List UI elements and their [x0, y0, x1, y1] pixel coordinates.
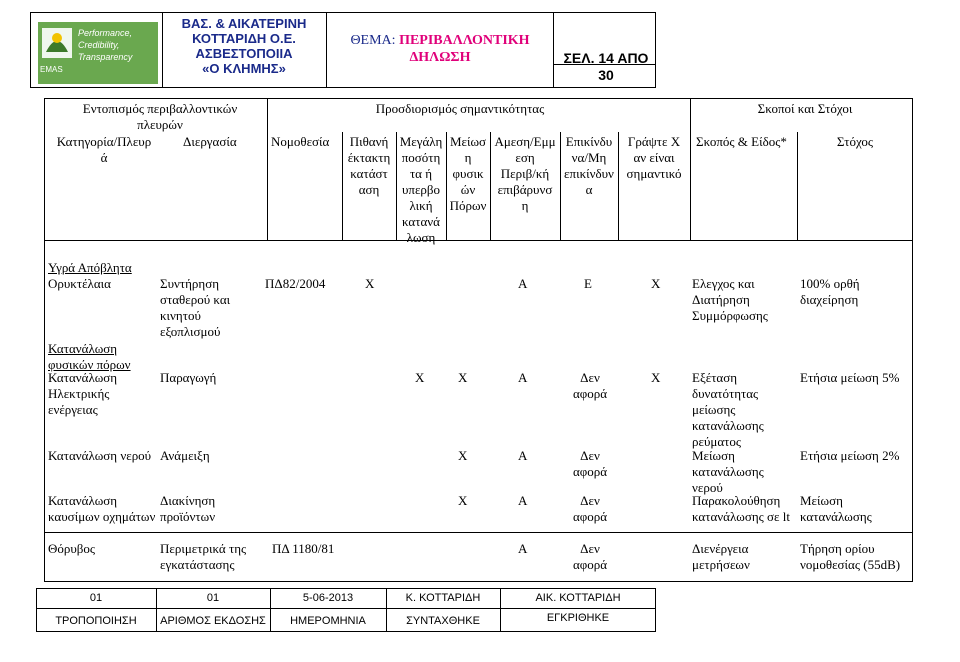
electricity-process: Παραγωγή	[160, 370, 217, 385]
page-underline	[553, 64, 656, 65]
theme-value-2: ΔΗΛΩΣΗ	[409, 50, 471, 65]
oil-direct: Α	[518, 276, 528, 291]
oil-significant-mark: Χ	[651, 276, 661, 291]
noise-process: Περιμετρικά της εγκατάστασης	[160, 541, 247, 572]
group-significance: Προσδιορισμός σημαντικότητας	[375, 101, 545, 116]
water-target: Ετήσια μείωση 2%	[800, 448, 900, 463]
oil-emergency-mark: Χ	[365, 276, 375, 291]
noise-legislation: ΠΔ 1180/81	[272, 541, 335, 556]
oil-dangerous: Ε	[584, 276, 592, 291]
footer-date-value: 5-06-2013	[302, 592, 354, 604]
section-liquid-waste: Υγρά Απόβλητα	[48, 260, 132, 275]
logo-text-2: Credibility,	[78, 40, 120, 50]
header-divider	[162, 12, 163, 88]
electricity-direct: Α	[518, 370, 528, 385]
electricity-category: Κατανάλωση Ηλεκτρικής ενέργειας	[48, 370, 118, 417]
electricity-target: Ετήσια μείωση 5%	[800, 370, 900, 385]
footer-author-value: Κ. ΚΟΤΤΑΡΙΔΗ	[405, 592, 481, 604]
footer-author-label: ΣΥΝΤΑΧΘΗΚΕ	[406, 615, 480, 627]
water-process: Ανάμειξη	[160, 448, 210, 463]
emas-logo	[38, 22, 158, 84]
col-large-consumption: Μεγάλη ποσότη τα ή υπερβο λική κατανά λωση	[399, 134, 443, 245]
header-separator	[44, 240, 913, 241]
col-purpose: Σκοπός & Είδος*	[696, 134, 787, 149]
footer-revision-label: ΤΡΟΠΟΠΟΙΗΣΗ	[55, 615, 137, 627]
footer-revision-value: 01	[89, 592, 103, 604]
col-direct-indirect: Αμεση/Εμμ εση Περιβ/κή επιβάρυνσ η	[494, 134, 556, 213]
col-legislation: Νομοθεσία	[271, 134, 330, 149]
oil-process: Συντήρηση σταθερού και κινητού εξοπλισμού	[160, 276, 231, 339]
water-purpose: Μείωση κατανάλωσης νερού	[692, 448, 764, 495]
water-category: Κατανάλωση νερού	[48, 448, 152, 463]
fuel-category: Κατανάλωση καυσίμων οχημάτων	[48, 493, 156, 524]
fuel-reduction-mark: Χ	[458, 493, 468, 508]
company-name: ΒΑΣ. & ΑΙΚΑΤΕΡΙΝΗ ΚΟΤΤΑΡΙΔΗ Ο.Ε. ΑΣΒΕΣΤΟΠΟΙΙΑ «Ο ΚΛΗΜΗΣ»	[181, 16, 307, 76]
theme-value: ΠΕΡΙΒΑΛΛΟΝΤΙΚΗ	[399, 33, 530, 48]
noise-dangerous: Δεν αφορά	[572, 541, 608, 572]
footer-issue-label: ΑΡΙΘΜΟΣ ΕΚΔΟΣΗΣ	[160, 615, 266, 627]
footer-separator	[36, 608, 656, 609]
section-natural-resources: Κατανάλωση φυσικών πόρων	[48, 341, 131, 372]
noise-category: Θόρυβος	[48, 541, 96, 556]
electricity-purpose: Εξέταση δυνατότητας μείωσης κατανάλωσης ρεύματος	[692, 370, 764, 449]
col-emergency: Πιθανή έκτακτη κατάστ αση	[347, 134, 391, 197]
col-category: Κατηγορία/Πλευρ ά	[56, 134, 152, 165]
fuel-dangerous: Δεν αφορά	[572, 493, 608, 524]
electricity-large-mark: Χ	[415, 370, 425, 385]
water-reduction-mark: Χ	[458, 448, 468, 463]
col-resource-reduction: Μείωσ η φυσικ ών Πόρων	[449, 134, 487, 213]
oil-purpose: Ελεγχος και Διατήρηση Συμμόρφωσης	[692, 276, 768, 323]
electricity-dangerous: Δεν αφορά	[572, 370, 608, 401]
col-dangerous: Επικίνδυ να/Μη επικίνδυν α	[564, 134, 614, 197]
noise-purpose: Διενέργεια μετρήσεων	[692, 541, 750, 572]
col-target: Στόχος	[836, 134, 874, 149]
electricity-significant-mark: Χ	[651, 370, 661, 385]
header-divider	[326, 12, 327, 88]
water-dangerous: Δεν αφορά	[572, 448, 608, 479]
fuel-direct: Α	[518, 493, 528, 508]
logo-text-3: Transparency	[78, 52, 133, 62]
document-theme	[330, 16, 550, 66]
oil-target: 100% ορθή διαχείρηση	[800, 276, 860, 307]
group-location: Εντοπισμός περιβαλλοντικών πλευρών	[82, 101, 238, 132]
footer-approver-label: ΕΓΚΡΙΘΗΚΕ	[546, 612, 610, 624]
footer-date-label: ΗΜΕΡΟΜΗΝΙΑ	[290, 615, 366, 627]
logo-label: EMAS	[40, 65, 63, 74]
noise-target: Τήρηση ορίου νομοθεσίας (55dB)	[800, 541, 901, 572]
column-divider	[267, 98, 268, 240]
electricity-reduction-mark: Χ	[458, 370, 468, 385]
fuel-target: Μείωση κατανάλωσης	[800, 493, 872, 524]
page-number: ΣΕΛ. 14 ΑΠΟ 30	[563, 50, 649, 83]
col-process: Διεργασία	[183, 134, 237, 149]
fuel-purpose: Παρακολούθηση κατανάλωσης σε lt	[692, 493, 790, 524]
oil-legislation: ΠΔ82/2004	[265, 276, 326, 291]
header-divider	[553, 12, 554, 88]
theme-label: ΘΕΜΑ:	[350, 33, 396, 48]
column-divider	[690, 98, 691, 240]
noise-direct: Α	[518, 541, 528, 556]
footer-approver-value: ΑΙΚ. ΚΟΤΤΑΡΙΔΗ	[535, 592, 621, 604]
logo-text-1: Performance,	[78, 28, 133, 38]
water-direct: Α	[518, 448, 528, 463]
fuel-process: Διακίνηση προϊόντων	[160, 493, 216, 524]
group-goals: Σκοποί και Στόχοι	[757, 101, 853, 116]
row-separator	[44, 532, 913, 533]
col-mark: Γράψτε Χ αν είναι σημαντικό	[626, 134, 682, 181]
footer-issue-value: 01	[206, 592, 220, 604]
oil-category: Ορυκτέλαια	[48, 276, 111, 291]
